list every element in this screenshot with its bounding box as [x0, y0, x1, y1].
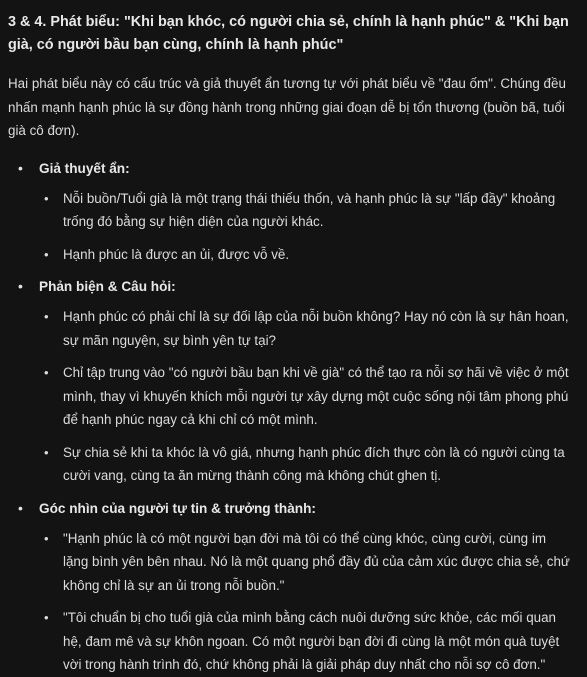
list-item — [39, 305, 573, 352]
sub-list — [39, 305, 573, 488]
list-item — [39, 606, 573, 677]
bullet-icon: • — [44, 190, 49, 206]
list-section — [8, 497, 573, 677]
list-item — [39, 441, 573, 488]
section-heading: 3 & 4. Phát biểu: "Khi bạn khóc, có người chia sẻ, chính là hạnh phúc" & "Khi bạn già, có người bầu bạn cùng, chính là hạnh phúc" — [8, 14, 569, 53]
list-section — [8, 275, 573, 488]
intro-paragraph: Hai phát biểu này có cấu trúc và giả thuyết ẩn tương tự với phát biểu về "đau ốm". Chúng đều nhấn mạnh hạnh phúc là sự đồng hành trong những giai đoạn dễ bị tổn thương (buồn bã, tuổi già cô đơn). — [8, 76, 566, 138]
list-item — [39, 243, 573, 267]
sub-list — [39, 187, 573, 267]
list-item — [39, 361, 573, 432]
bullet-list — [8, 157, 573, 677]
list-item — [39, 187, 573, 234]
bullet-icon: • — [18, 278, 23, 294]
list-item-text: "Hạnh phúc là có một người bạn đời mà tôi có thể cùng khóc, cùng cười, cùng im lặng bình yên bên nhau. Nó là một quang phổ đầy đủ của cảm xúc được chia sẻ, chứ không chỉ là sự an ủi trong nỗi buồn." — [63, 530, 570, 593]
list-item-text: Sự chia sẻ khi ta khóc là vô giá, nhưng hạnh phúc đích thực còn là có người cùng ta cười vang, cùng ta ăn mừng thành công mà không chút ghen tị. — [63, 444, 565, 483]
list-item-text: Nỗi buồn/Tuổi già là một trạng thái thiếu thốn, và hạnh phúc là sự "lấp đầy" khoảng trống đó bằng sự hiện diện của người khác. — [63, 190, 556, 229]
list-item-text: "Tôi chuẩn bị cho tuổi già của mình bằng cách nuôi dưỡng sức khỏe, các mối quan hệ, đam mê và sự khôn ngoan. Có một người bạn đời đi cùng là một món quà tuyệt vời trong hành trình đó, chứ không phải là giải pháp duy nhất cho nỗi sợ cô đơn." — [63, 610, 560, 672]
list-item-text: Hạnh phúc là được an ủi, được vỗ về. — [63, 246, 290, 262]
section-title: Phản biện & Câu hỏi: — [39, 279, 176, 294]
bullet-icon: • — [44, 365, 49, 380]
bullet-icon: • — [44, 530, 49, 546]
list-item-text: Hạnh phúc có phải chỉ là sự đối lập của nỗi buồn không? Hay nó còn là sự hân hoan, sự mãn nguyện, sự bình yên tự tại? — [63, 309, 569, 348]
section-title: Giả thuyết ẩn: — [39, 160, 130, 176]
bullet-icon: • — [18, 159, 23, 176]
bullet-icon: • — [18, 499, 23, 516]
list-section — [8, 157, 573, 267]
bullet-icon: • — [44, 610, 49, 625]
bullet-icon: • — [44, 246, 49, 262]
bullet-icon: • — [44, 309, 49, 324]
bullet-icon: • — [44, 444, 49, 460]
list-item — [39, 527, 573, 598]
section-title: Góc nhìn của người tự tin & trưởng thành: — [39, 500, 316, 516]
sub-list — [39, 527, 573, 677]
list-item-text: Chỉ tập trung vào "có người bầu bạn khi về già" có thể tạo ra nỗi sợ hãi về việc ở một mình, thay vì khuyến khích mỗi người tự xây dựng một cuộc sống nội tâm phong phú để hạnh phúc ngay cả khi chỉ có một mình. — [63, 365, 569, 427]
